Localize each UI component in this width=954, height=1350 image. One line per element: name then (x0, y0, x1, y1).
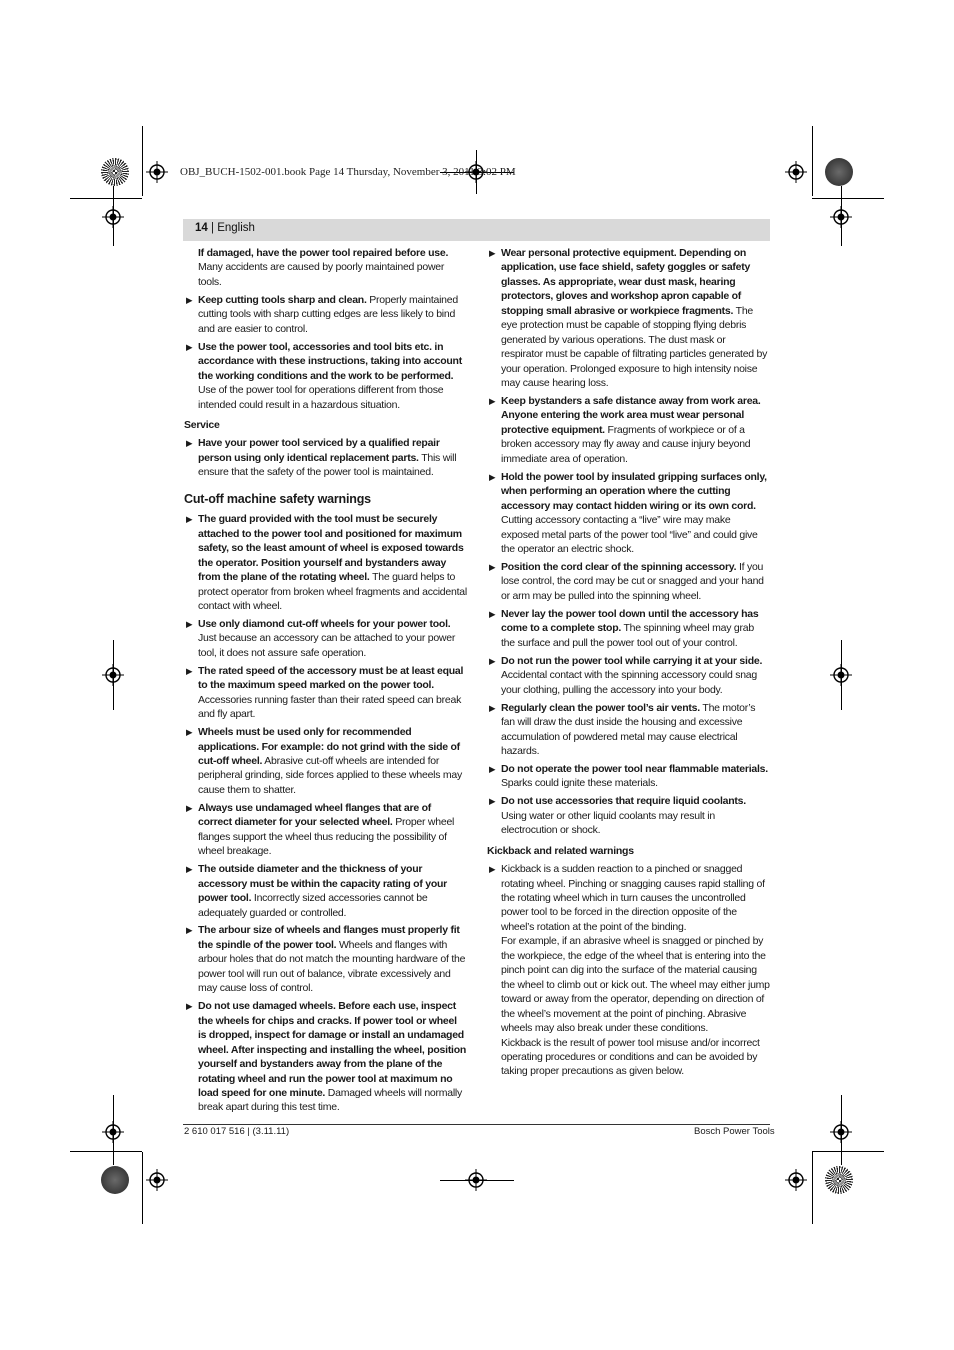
crop-line (812, 198, 884, 199)
cutoff-warning-item: ▶ The outside diameter and the thickness of your accessory must be within the capacity rating of your power tool. Incorrectly sized accessories cannot be adequately guarded or controlled. (186, 863, 447, 919)
registration-mark-icon (102, 206, 124, 228)
bullet-arrow-icon: ▶ (186, 802, 193, 813)
cutoff-warning-item: ▶ The rated speed of the accessory must be at least equal to the maximum speed marked on the power tool. Accessories running faster than their rated speed can break and fly apart. (186, 664, 464, 721)
bullet-arrow-icon: ▶ (186, 341, 193, 352)
bullet-arrow-icon: ▶ (489, 702, 496, 713)
bullet-arrow-icon: ▶ (186, 438, 193, 449)
page-header (195, 222, 255, 234)
bullet-arrow-icon: ▶ (186, 1001, 193, 1012)
safety-warning-item: ▶ Hold the power tool by insulated gripping surfaces only, when performing an operation where the cutting accessory may contact hidden wiring or its own cord. Cutting accessory contacting a “live” wire may make exposed metal parts of the power tool “live” and could give the operator an electric shock. (489, 470, 767, 556)
footer-doc-number: 2 610 017 516 | (3.11.11) (184, 1126, 290, 1137)
bullet-arrow-icon: ▶ (489, 864, 496, 875)
kickback-paragraph: For example, if an abrasive wheel is snagged or pinched by the workpiece, the edge of the wheel that is entering into the pinch point can dig into the surface of the material causing the wheel to climb out or kick out. The wheel may either jump toward or away from the operator, depending on direction of the wheel’s movement at the point of pinching. Abrasive wheels may also break under these conditions. (501, 935, 770, 1035)
registration-mark-icon (146, 1169, 168, 1191)
header-language: English (217, 222, 255, 234)
bullet-arrow-icon: ▶ (489, 608, 496, 619)
bullet-arrow-icon: ▶ (186, 514, 193, 525)
bullet-arrow-icon: ▶ (489, 562, 496, 573)
cutoff-warning-item: ▶ The guard provided with the tool must be securely attached to the power tool and positioned for maximum safety, so the least amount of wheel is exposed towards the operator. Position yourself and bystanders away from the plane of the rotating wheel. The guard helps to protect operator from broken wheel fragments and accidental contact with wheel. (186, 513, 467, 612)
safety-warning-item: ▶ Do not use accessories that require liquid coolants. Using water or other liquid coolants may result in electrocution or shock. (489, 795, 746, 837)
registration-mark-icon (102, 664, 124, 686)
safety-warning-item: ▶ Wear personal protective equipment. Depending on application, use face shield, safety goggles or safety glasses. As appropriate, wear dust mask, hearing protectors, gloves and workshop apron capable of stopping small abrasive or workpiece fragments. The eye protection must be capable of stopping flying debris generated by various operations. The dust mask or respirator must be capable of filtrating particles generated by your operation. Prolonged exposure to high intensity noise may cause hearing loss. (489, 247, 768, 390)
crop-line (70, 1151, 142, 1152)
safety-list-item: ▶ Use the power tool, accessories and tool bits etc. in accordance with these instructions, taking into account the working conditions and the work to be performed. Use of the power tool for operations different from those intended could result in a hazardous situation. (186, 340, 462, 411)
bullet-arrow-icon: ▶ (489, 655, 496, 666)
page-number: 14 (195, 222, 208, 234)
color-calibration-disc-icon (825, 158, 853, 186)
right-column (487, 246, 770, 1082)
color-calibration-disc-icon (825, 1166, 853, 1194)
header-separator: | (211, 222, 214, 234)
registration-mark-icon (830, 206, 852, 228)
footer-rule (183, 1124, 770, 1125)
cutoff-warning-item: ▶ The arbour size of wheels and flanges must properly fit the spindle of the power tool. Wheels and flanges with arbour holes that do not match the mounting hardware of the power tool will run out of balance, vibrate excessively and may cause loss of control. (186, 924, 466, 995)
bullet-arrow-icon: ▶ (489, 248, 496, 258)
registration-mark-icon (830, 1121, 852, 1143)
crop-line (812, 1152, 813, 1224)
cutoff-warning-item: ▶ Use only diamond cut-off wheels for your power tool. Just because an accessory can be attached to your power tool, it does not assure safe operation. (186, 617, 456, 659)
registration-mark-icon (146, 161, 168, 183)
registration-mark-icon (102, 1121, 124, 1143)
page-header-band (183, 219, 770, 241)
safety-list-item: ▶ Keep cutting tools sharp and clean. Properly maintained cutting tools with sharp cutting edges are less likely to bind and are easier to control. (186, 293, 458, 335)
registration-mark-icon (785, 161, 807, 183)
kickback-section (487, 862, 770, 1079)
service-list-item: ▶ Have your power tool serviced by a qualified repair person using only identical replacement parts. This will ensure that the safety of the power tool is maintained. (186, 437, 457, 479)
safety-warning-item: ▶ Keep bystanders a safe distance away from work area. Anyone entering the work area must wear personal protective equipment. Fragments of workpiece or of a broken accessory may fly away and cause injury beyond immediate area of operation. (489, 395, 761, 465)
crop-line (812, 1151, 884, 1152)
bullet-arrow-icon: ▶ (489, 471, 496, 482)
book-file-info: OBJ_BUCH-1502-001.book Page 14 Thursday, November 3, 2011 3:02 PM (180, 166, 516, 178)
registration-mark-icon (785, 1169, 807, 1191)
safety-warning-item: ▶ Position the cord clear of the spinning accessory. If you lose control, the cord may be cut or snagged and your hand or arm may be pulled into the spinning wheel. (489, 561, 764, 602)
bullet-arrow-icon: ▶ (489, 763, 496, 774)
cutoff-warning-item: ▶ Do not use damaged wheels. Before each use, inspect the wheels for chips and cracks. If power tool or wheel is dropped, inspect for damage or install an undamaged wheel. After inspecting and installing the wheel, position yourself and bystanders away from the plane of the rotating wheel and run the power tool at maximum no load speed for one minute. Damaged wheels will normally break apart during this test time. (186, 1000, 467, 1114)
bullet-arrow-icon: ▶ (186, 864, 193, 875)
service-heading: Service (184, 418, 220, 431)
kickback-paragraph: Kickback is the result of power tool misuse and/or incorrect operating procedures or conditions and can be avoided by taking proper precautions as given below. (501, 1036, 760, 1078)
safety-warning-item: ▶ Regularly clean the power tool’s air vents. The motor’s fan will draw the dust inside the housing and excessive accumulation of powdered metal may cause electrical hazards. (489, 701, 756, 757)
safety-warning-item: ▶ Never lay the power tool down until the accessory has come to a complete stop. The spinning wheel may grab the surface and pull the power tool out of your control. (489, 607, 759, 649)
crop-line (70, 198, 142, 199)
left-column (184, 246, 467, 1118)
safety-warning-item: ▶ Do not run the power tool while carrying it at your side. Accidental contact with the spinning accessory could snag your clothing, pulling the accessory into your body. (489, 654, 763, 696)
kickback-heading: Kickback and related warnings (487, 844, 634, 857)
intro-paragraph: If damaged, have the power tool repaired before use. Many accidents are caused by poorly maintained power tools. (198, 247, 449, 288)
crop-line (142, 126, 143, 196)
color-calibration-disc-icon (101, 1166, 129, 1194)
bullet-arrow-icon: ▶ (489, 796, 496, 807)
registration-mark-icon (830, 664, 852, 686)
bullet-arrow-icon: ▶ (186, 618, 193, 629)
cutoff-safety-heading: Cut-off machine safety warnings (184, 491, 371, 506)
registration-mark-icon (465, 1169, 487, 1191)
color-calibration-disc-icon (101, 158, 129, 186)
cutoff-warning-item: ▶ Always use undamaged wheel flanges that are of correct diameter for your selected wheel. Proper wheel flanges support the wheel thus reducing the possibility of wheel breakage. (186, 801, 455, 858)
bullet-arrow-icon: ▶ (186, 925, 193, 936)
bullet-arrow-icon: ▶ (186, 665, 193, 676)
bullet-arrow-icon: ▶ (186, 727, 193, 738)
kickback-paragraph: Kickback is a sudden reaction to a pinched or snagged rotating wheel. Pinching or snagging causes rapid stalling of the rotating wheel which in turn causes the uncontrolled power tool to be forced in the direction opposite of the wheel’s rotation at the point of the binding. (501, 863, 765, 933)
footer-brand: Bosch Power Tools (694, 1126, 775, 1137)
safety-warning-item: ▶ Do not operate the power tool near flammable materials. Sparks could ignite these materials. (489, 762, 768, 790)
crop-line (142, 1152, 143, 1224)
crop-line (812, 126, 813, 196)
cutoff-warning-item: ▶ Wheels must be used only for recommended applications. For example: do not grind with the side of cut-off wheel. Abrasive cut-off wheels are intended for peripheral grinding, side forces applied to these wheels may cause them to shatter. (186, 726, 462, 796)
bullet-arrow-icon: ▶ (489, 396, 496, 407)
bullet-arrow-icon: ▶ (186, 294, 193, 305)
